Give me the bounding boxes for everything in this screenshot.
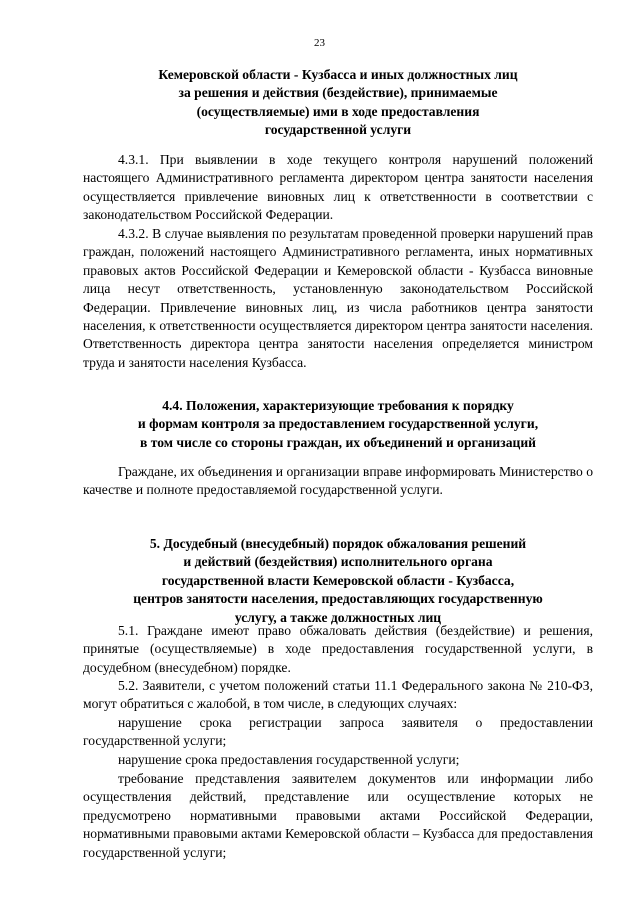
paragraph-4-3-2: 4.3.2. В случае выявления по результатам проведенной проверки нарушений прав граждан, положений настоящего Административного регламента, иных нормативных правовых актов Российской Федерации и Кемеровской области - Кузбасса виновные лица несут ответственность, установленную законодательством Российской Федерации. Привлечение виновных лиц, из числа работников центра занятости населения, к ответственности осуществляется директором центра занятости населения. Ответственность директора центра занятости населения определяется министром труда и занятости населения Кузбасса. <box>83 226 593 370</box>
paragraph-5-1: 5.1. Граждане имеют право обжаловать действия (бездействие) и решения, принятые (осуществляемые) в ходе предоставления государственной услуги, в досудебном (внесудебном) порядке. <box>83 623 593 675</box>
list-item: требование представления заявителем документов или информации либо осуществления действий, представление или осуществление которых не предусмотрено нормативными правовыми актами Российской Федерации, нормативными правовыми актами Кемеровской области – Кузбасса для предоставления государственной услуги; <box>83 771 593 860</box>
heading-line: за решения и действия (бездействие), принимаемые <box>178 85 498 101</box>
heading-line: государственной власти Кемеровской области - Кузбасса, <box>161 572 515 588</box>
paragraph-4-3-1: 4.3.1. При выявлении в ходе текущего контроля нарушений положений настоящего Административного регламента директором центра занятости населения осуществляется привлечение виновных лиц к ответственности в соответствии с законодательством Российской Федерации. <box>83 152 593 223</box>
heading-line: центров занятости населения, предоставляющих государственную <box>133 591 543 607</box>
heading-line: и действий (бездействия) исполнительного органа <box>183 554 493 570</box>
paragraph-4-4: Граждане, их объединения и организации вправе информировать Министерство о качестве и полноте предоставляемой государственной услуги. <box>83 464 593 498</box>
section-heading-4-4 <box>83 397 593 452</box>
section-heading-responsibility <box>83 66 593 140</box>
heading-line: Кемеровской области - Кузбасса и иных должностных лиц <box>158 67 518 82</box>
heading-line: услугу, а также должностных лиц <box>234 609 442 625</box>
paragraph-5-2: 5.2. Заявители, с учетом положений статьи 11.1 Федерального закона № 210-ФЗ, могут обратиться с жалобой, в том числе, в следующих случаях: <box>83 678 593 712</box>
heading-line: (осуществляемые) ими в ходе предоставления <box>196 103 480 119</box>
heading-line: 4.4. Положения, характеризующие требования к порядку <box>162 398 514 413</box>
page-number: 23 <box>314 37 325 49</box>
list-item: нарушение срока предоставления государственной услуги; <box>118 752 460 767</box>
heading-line: 5. Досудебный (внесудебный) порядок обжалования решений <box>149 536 527 551</box>
heading-line: и формам контроля за предоставлением государственной услуги, <box>137 416 539 432</box>
heading-line: государственной услуги <box>264 122 412 138</box>
heading-line: в том числе со стороны граждан, их объединений и организаций <box>140 434 536 450</box>
list-item: нарушение срока регистрации запроса заявителя о предоставлении государственной услуги; <box>83 715 593 749</box>
section-heading-5 <box>83 535 593 627</box>
